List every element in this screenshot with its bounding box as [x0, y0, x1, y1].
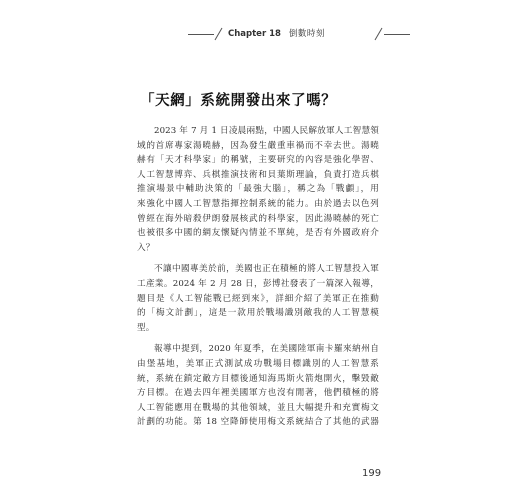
- text-line: 赫有「天才科學家」的稱號，主要研究的內容是強化學習、: [137, 155, 379, 166]
- text-line: 來強化中國人工智慧指揮控制系統的能力。由於過去以色列: [137, 198, 379, 209]
- paragraph-3: [137, 342, 379, 430]
- text-line: 由堡基地，美軍正式測試成功戰場目標識別的人工智慧系: [137, 358, 379, 369]
- text-line: 人工智慧博弈、兵棋推演技術和貝葉斯理論，負責打造兵棋: [137, 169, 379, 180]
- text-line: 也被很多中國的網友懷疑內情並不單純，是否有外國政府介: [137, 228, 379, 239]
- text-line: 入？: [137, 242, 155, 253]
- text-line: 計劃的功能。第 18 空降師使用梅文系統結合了其他的武器: [137, 417, 379, 428]
- section-heading: 「天網」系統開發出來了嗎？: [140, 93, 337, 109]
- text-line: 的「梅文計劃」，這是一款用於戰場識別敵我的人工智慧模: [137, 308, 379, 319]
- text-line: 工產業。2024 年 2 月 28 日，彭博社發表了一篇深入報導，: [137, 278, 379, 289]
- text-line: 統，系統在鎖定敵方目標後通知海馬斯火箭炮開火，擊毀敵: [137, 373, 379, 384]
- header-slash-left: [215, 28, 223, 41]
- running-header: [188, 26, 410, 42]
- header-slash-right: [375, 28, 383, 41]
- paragraph-1: [137, 124, 379, 255]
- text-line: 方目標。在過去四年裡美國軍方也沒有閒著，他們積極的將: [137, 388, 379, 399]
- chapter-title: 倒數時刻: [288, 29, 325, 39]
- text-line: 型。: [137, 322, 155, 333]
- text-line: 不讓中國專美於前，美國也正在積極的將人工智慧投入軍: [154, 264, 379, 275]
- text-line: 2023 年 7 月 1 日凌晨兩點，中國人民解放軍人工智慧領: [154, 126, 379, 136]
- page-number: 199: [362, 468, 382, 479]
- paragraph-2: [137, 262, 379, 335]
- text-line: 域的首席專家湯曉赫，因為發生嚴重車禍而不幸去世。湯曉: [137, 140, 379, 151]
- header-rule-left: [188, 34, 214, 35]
- text-line: 人工智能應用在戰場的其他領域，並且大幅提升和充實梅文: [137, 402, 379, 413]
- text-line: 報導中提到，2020 年夏季，在美國陸軍南卡羅來納州自: [154, 344, 379, 355]
- header-rule-right: [384, 34, 410, 35]
- body-text: [137, 124, 379, 437]
- text-line: 題目是《人工智能戰已經到來》，詳細介紹了美軍正在推動: [137, 293, 379, 304]
- chapter-label: Chapter 18: [228, 29, 281, 39]
- text-line: 推演場景中輔助決策的「最強大腦」，稱之為「戰顱」，用: [137, 184, 379, 195]
- header-text: [228, 27, 374, 41]
- text-line: 曾經在海外暗殺伊朗發展核武的科學家，因此湯曉赫的死亡: [137, 213, 379, 224]
